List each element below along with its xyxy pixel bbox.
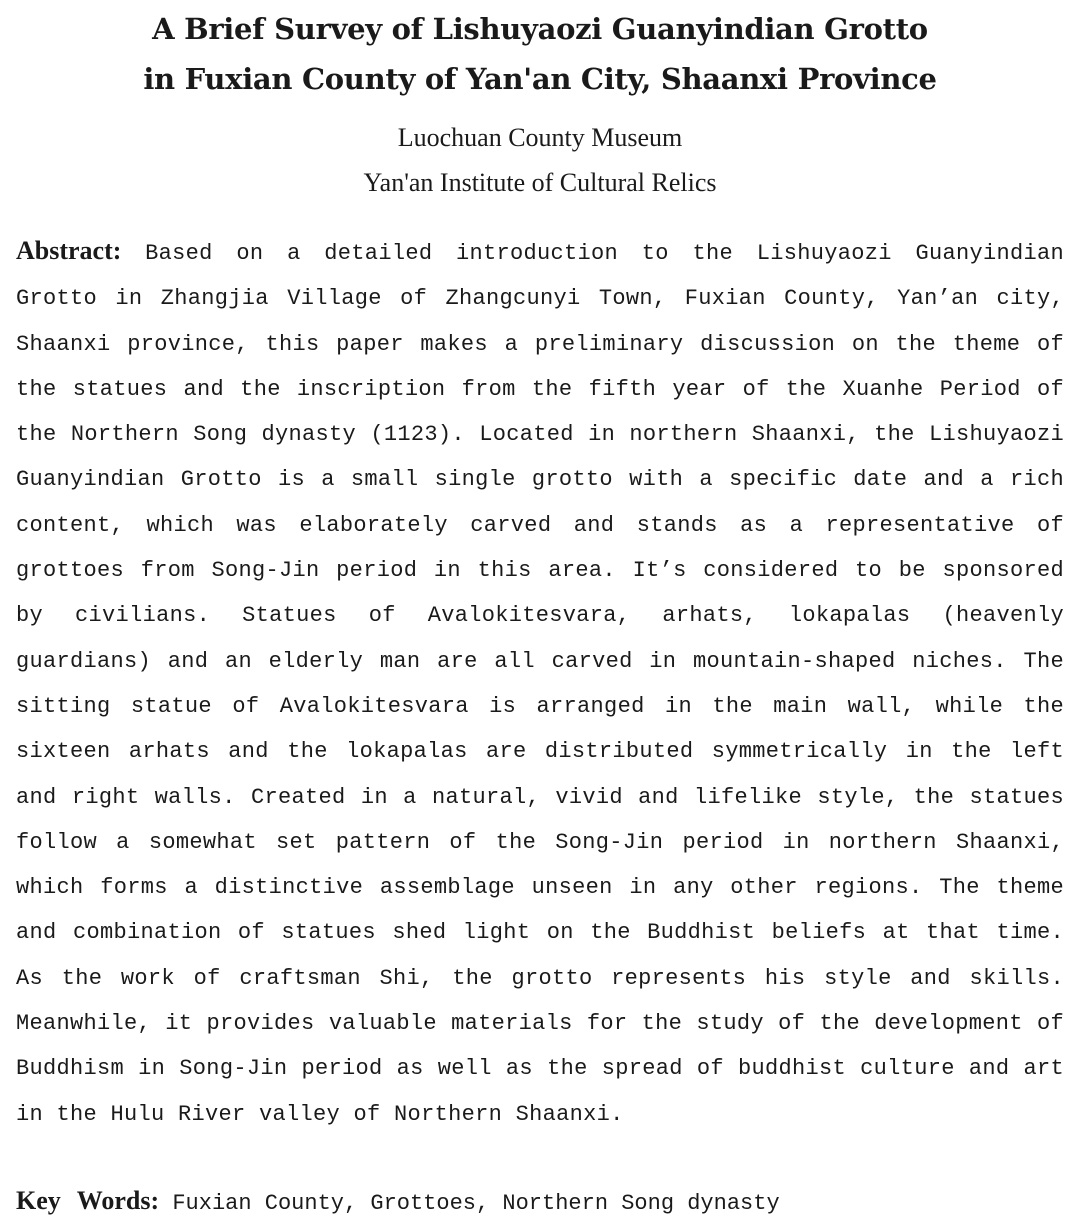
- author-affiliation-1: Luochuan County Museum: [397, 123, 683, 152]
- keywords-text: Fuxian County, Grottoes, Northern Song dynasty: [172, 1191, 780, 1216]
- paper-title-line-1: A Brief Survey of Lishuyaozi Guanyindian Grotto: [152, 12, 928, 46]
- keywords-line: [16, 1178, 1064, 1226]
- abstract-label: Abstract:: [16, 236, 122, 265]
- paper-title-line-2: in Fuxian County of Yan'an City, Shaanxi Province: [143, 62, 937, 96]
- abstract-text: Based on a detailed introduction to the Lishuyaozi Guanyindian Grotto in Zhangjia Village of Zhangcunyi Town, Fuxian County, Yan’an city, Shaanxi province, this paper makes a preliminary discussion on the theme of the statues and the inscription from the fifth year of the Xuanhe Period of the Northern Song dynasty (1123). Located in northern Shaanxi, the Lishuyaozi Guanyindian Grotto is a small single grotto with a specific date and a rich content, which was elaborately carved and stands as a representative of grottoes from Song-Jin period in this area. It’s considered to be sponsored by civilians. Statues of Avalokitesvara, arhats, lokapalas (heavenly guardians) and an elderly man are all carved in mountain-shaped niches. The sitting statue of Avalokitesvara is arranged in the main wall, while the sixteen arhats and the lokapalas are distributed symmetrically in the left and right walls. Created in a natural, vivid and lifelike style, the statues follow a somewhat set pattern of the Song-Jin period in northern Shaanxi, which forms a distinctive assemblage unseen in any other regions. The theme and combination of statues shed light on the Buddhist beliefs at that time. As the work of craftsman Shi, the grotto represents his style and skills. Meanwhile, it provides valuable materials for the study of the development of Buddhism in Song-Jin period as well as the spread of buddhist culture and art in the Hulu River valley of Northern Shaanxi.: [16, 241, 1064, 1127]
- abstract-paragraph: [16, 228, 1064, 1137]
- keywords-label: Key Words:: [16, 1186, 160, 1215]
- author-affiliation-2: Yan'an Institute of Cultural Relics: [363, 168, 717, 197]
